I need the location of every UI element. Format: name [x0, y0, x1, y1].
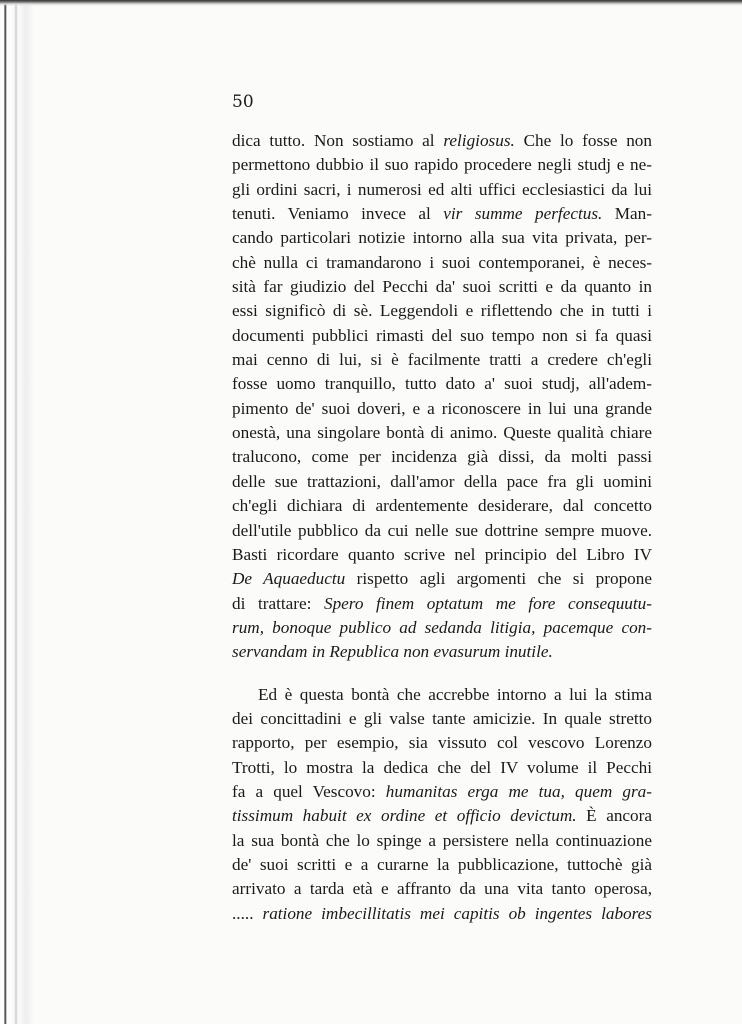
text-segment: documenti pubblici rimasti del suo tempo non si fa quasi	[232, 325, 652, 345]
italic-text: Spero finem optatum me fore consequutu-	[323, 593, 652, 613]
text-line	[232, 202, 652, 226]
text-line	[232, 640, 652, 664]
text-segment: tenuti. Veniamo invece al	[232, 204, 444, 224]
text-segment: pimento de' suoi doveri, e a riconoscere in lui una grande	[232, 398, 652, 418]
text-segment: chè nulla ci tramandarono i suoi contemporanei, è neces-	[232, 252, 652, 272]
text-segment: Basti ricordare quanto scrive nel principio del Libro IV	[232, 544, 652, 564]
text-segment: la sua bontà che lo spinge a persistere nella continuazione	[232, 830, 652, 850]
text-line	[232, 829, 652, 853]
text-segment: arrivato a tarda età e affranto da una vita tanto operosa,	[232, 879, 652, 899]
text-line	[232, 226, 652, 250]
italic-text: vir summe perfectus.	[443, 204, 603, 224]
text-segment: Che lo fosse non	[514, 131, 652, 150]
body-text	[232, 129, 652, 926]
italic-text: tissimum habuit ex ordine et officio devictum.	[232, 806, 577, 826]
text-segment: È ancora	[576, 806, 652, 826]
text-line	[232, 299, 652, 323]
text-segment: fosse uomo tranquillo, tutto dato a' suoi studj, all'adem-	[232, 374, 652, 394]
text-line	[232, 519, 652, 543]
text-line	[232, 372, 652, 396]
text-segment: rapporto, per esempio, sia vissuto col vescovo Lorenzo	[232, 733, 652, 753]
text-line	[232, 324, 652, 348]
italic-text: humanitas erga me tua, quem gra-	[385, 781, 652, 801]
text-segment: Man-	[602, 204, 652, 224]
book-binding-edge	[0, 0, 34, 1024]
text-line	[232, 756, 652, 780]
text-line	[232, 877, 652, 901]
page-top-edge	[0, 0, 742, 6]
text-segment: Trotti, lo mostra la dedica che del IV volume il Pecchi	[232, 757, 652, 777]
text-segment: essi significò di sè. Leggendoli e riflettendo che in tutti i	[232, 301, 652, 321]
page-number: 50	[232, 92, 254, 112]
text-line	[232, 445, 652, 469]
text-line	[232, 780, 652, 804]
italic-text: ratione imbecillitatis mei capitis ob ingentes labores	[262, 903, 652, 923]
text-line	[232, 731, 652, 755]
text-line	[232, 251, 652, 275]
text-line	[232, 153, 652, 177]
text-segment: dica tutto. Non sostiamo al	[232, 131, 444, 150]
text-line	[232, 275, 652, 299]
text-segment: ch'egli dichiara di ardentemente desiderare, dal concetto	[232, 496, 652, 516]
text-line	[232, 853, 652, 877]
text-line	[232, 397, 652, 421]
text-segment: Ed è questa bontà che accrebbe intorno a lui la stima	[258, 684, 652, 704]
text-segment: .....	[232, 903, 263, 923]
text-segment: sità far giudizio del Pecchi da' suoi scritti e da quanto in	[232, 277, 652, 297]
italic-text: servandam in Republica non evasurum inutile.	[232, 642, 553, 662]
text-segment: permettono dubbio il suo rapido procedere negli studj e ne-	[232, 155, 652, 175]
text-segment: gli ordini sacri, i numerosi ed alti uffici ecclesiastici da lui	[232, 179, 652, 199]
text-line	[232, 592, 652, 616]
text-line	[232, 804, 652, 828]
text-line	[232, 178, 652, 202]
text-segment: delle sue trattazioni, dall'amor della pace fra gli uomini	[232, 471, 652, 491]
text-line	[232, 902, 652, 926]
text-segment: de' suoi scritti e a curarne la pubblicazione, tuttochè già	[232, 854, 652, 874]
text-line	[232, 707, 652, 731]
text-segment: cando particolari notizie intorno alla sua vita privata, per-	[232, 228, 652, 248]
text-line	[232, 616, 652, 640]
text-line	[232, 567, 652, 591]
text-line	[232, 683, 652, 707]
text-segment: rispetto agli argomenti che si propone	[345, 569, 652, 589]
text-segment: dell'utile pubblico da cui nelle sue dottrine sempre muove.	[232, 520, 652, 540]
italic-text: rum, bonoque publico ad sedanda litigia, pacemque con-	[232, 617, 652, 637]
paragraph	[232, 129, 652, 665]
text-line	[232, 494, 652, 518]
paragraph	[232, 683, 652, 926]
text-segment: dei concittadini e gli valse tante amicizie. In quale stretto	[232, 708, 652, 728]
text-line	[232, 421, 652, 445]
text-segment: di trattare:	[232, 593, 324, 613]
text-segment: onestà, una singolare bontà di animo. Queste qualità chiare	[232, 423, 652, 443]
italic-text: De Aquaeductu	[232, 569, 346, 589]
text-line	[232, 129, 652, 153]
text-line	[232, 470, 652, 494]
text-segment: tralucono, come per incidenza già dissi, da molti passi	[232, 447, 652, 467]
text-segment: fa a quel Vescovo:	[232, 781, 386, 801]
italic-text: religiosus.	[443, 131, 515, 150]
text-line	[232, 543, 652, 567]
text-line	[232, 348, 652, 372]
text-segment: mai cenno di lui, si è facilmente tratti a credere ch'egli	[232, 350, 652, 370]
